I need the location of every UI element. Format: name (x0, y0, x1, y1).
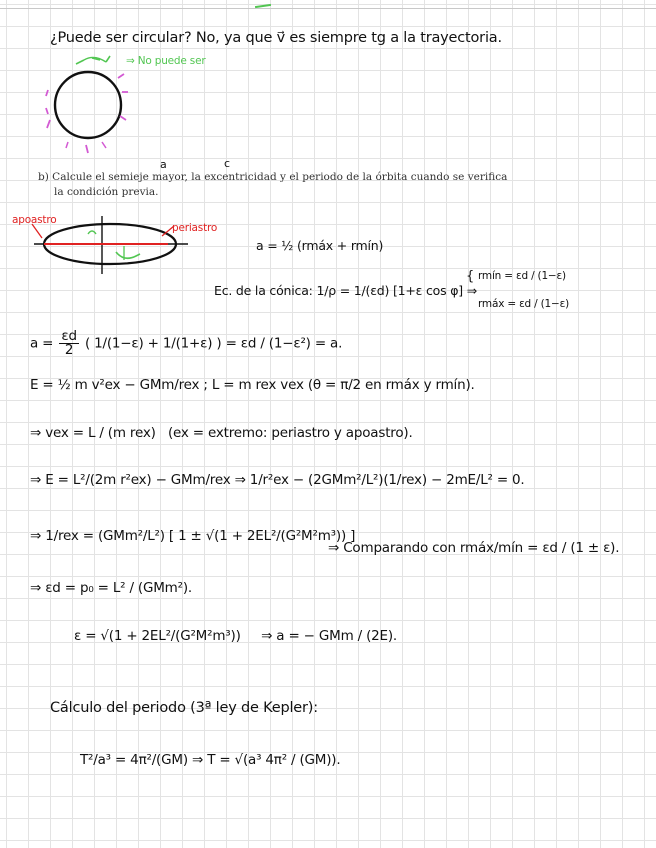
kepler-title: Cálculo del periodo (3ª ley de Kepler): (50, 700, 318, 716)
eq-energy: E = ½ m v²ex − GMm/rex ; L = m rex vex (θ = π/2 en rmáx y rmín). (30, 377, 475, 393)
eq-rmax: rmáx = εd / (1−ε) (478, 298, 569, 310)
eq-ed-p0: ⇒ εd = p₀ = L² / (GMm²). (30, 580, 192, 596)
eq-rmin: rmín = εd / (1−ε) (478, 270, 566, 282)
eq-a-definition: a = ½ (rmáx + rmín) (256, 238, 384, 253)
periastro-label: periastro (172, 222, 218, 234)
eq-vex: ⇒ vex = L / (m rex) (ex = extremo: periastro y apoastro). (30, 425, 413, 441)
eq-eccentricity: ε = √(1 + 2EL²/(G²M²m³)) ⇒ a = − GMm / (2E). (74, 628, 398, 644)
eq-a-derivation: a = $\frac{\varepsilon d}{2}$ ( 1/(1−ε) + 1/(1+ε) ) = εd / (1−ε²) = a. (30, 328, 343, 358)
a-frac: $\frac{\varepsilon d}{2}$ (61, 328, 77, 358)
apoastro-label: apoastro (12, 214, 57, 226)
eq-kepler: T²/a³ = 4π²/(GM) ⇒ T = √(a³ 4π² / (GM)). (80, 752, 341, 768)
conic-brace: { (466, 269, 475, 284)
letter-a: a (160, 158, 167, 171)
eq-rex-solution: ⇒ 1/rex = (GMm²/L²) [ 1 ± √(1 + 2EL²/(G²M²m³)) ] (30, 528, 356, 544)
q2-printed-question: b) Calcule el semieje mayor, la excentricidad y el periodo de la órbita cuando se verifica la condición previa. (38, 171, 508, 198)
page-top-rule (0, 8, 656, 9)
q1-green-note: ⇒ No puede ser (126, 55, 206, 67)
circle-orbit-sketch (40, 50, 150, 160)
q1-question: ¿Puede ser circular? No, ya que v⃗ es siempre tg a la trayectoria. (50, 30, 502, 46)
eq-energy-expanded: ⇒ E = L²/(2m r²ex) − GMm/rex ⇒ 1/r²ex − (2GMm²/L²)(1/rex) − 2mE/L² = 0. (30, 472, 525, 488)
eq-comparison: ⇒ Comparando con rmáx/mín = εd / (1 ± ε). (328, 540, 620, 556)
letter-c: c (224, 157, 230, 170)
eq-conic: Ec. de la cónica: 1/ρ = 1/(εd) [1+ε cos φ] ⇒ (214, 283, 477, 298)
